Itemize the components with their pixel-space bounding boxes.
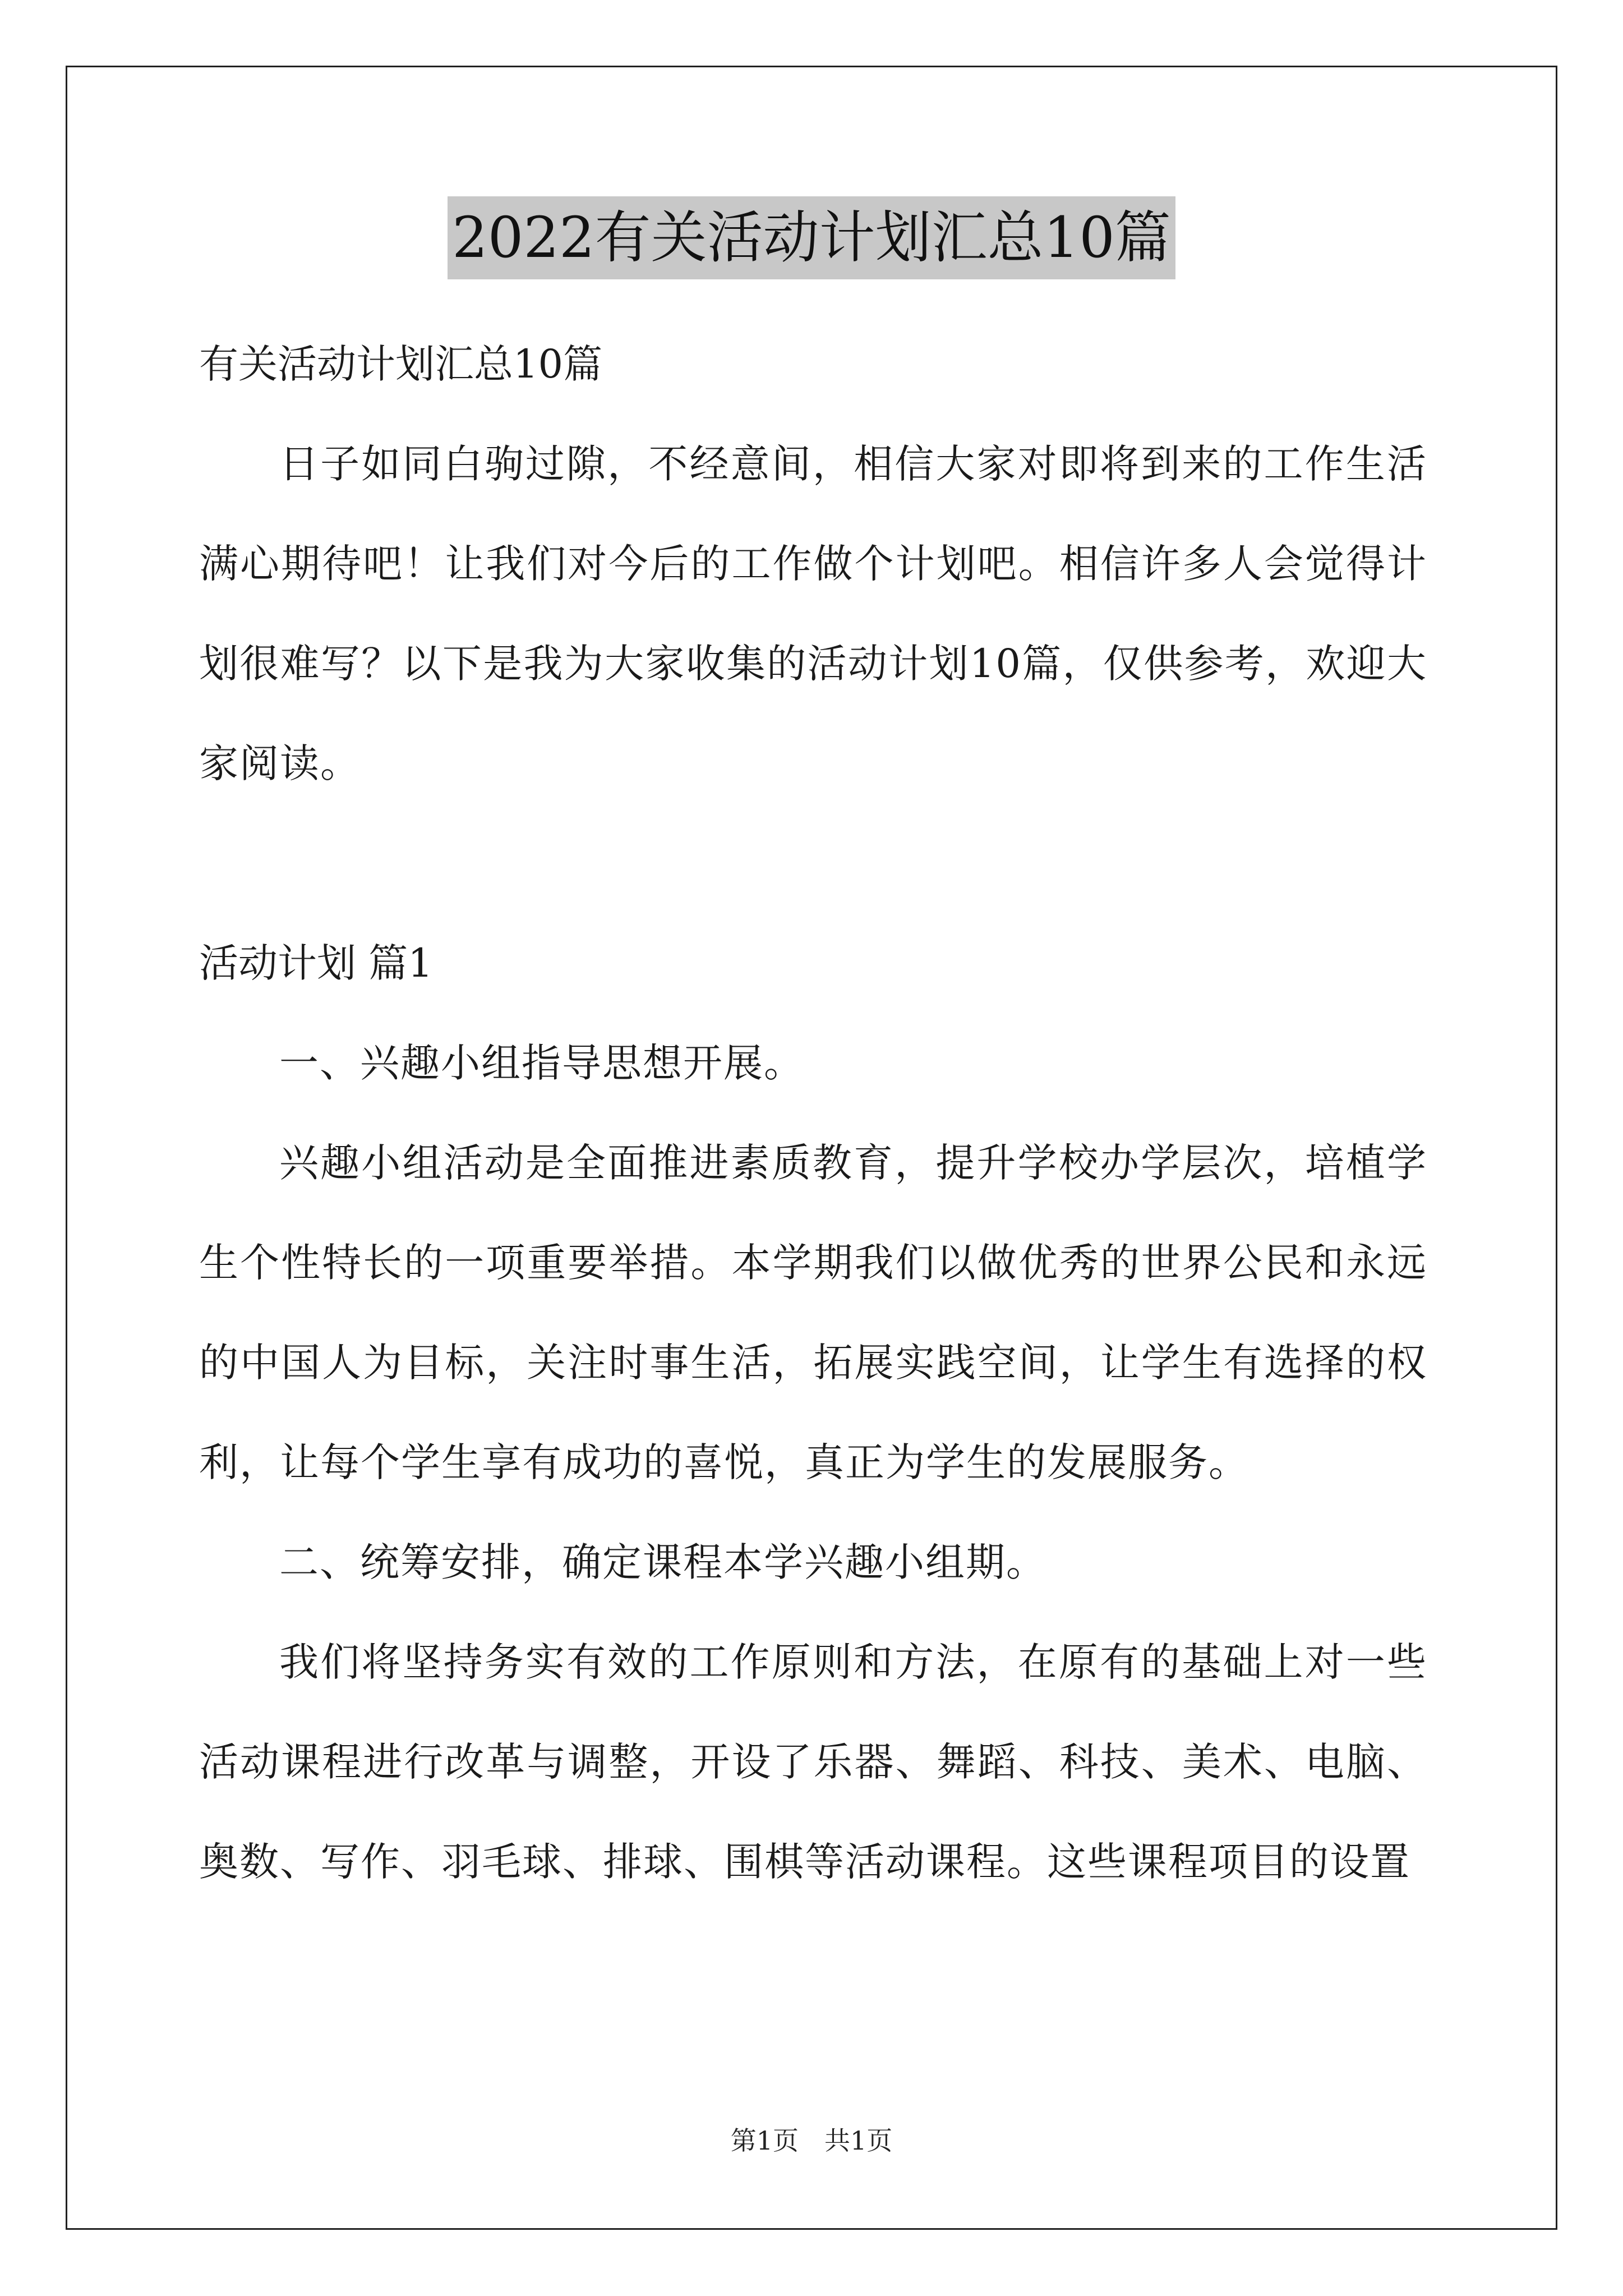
document-subtitle: 有关活动计划汇总10篇 bbox=[199, 341, 603, 387]
section-heading: 活动计划 篇1 bbox=[199, 940, 433, 986]
page-footer bbox=[0, 2120, 1623, 2157]
page-number: 第1页 共1页 bbox=[730, 2125, 893, 2156]
body-paragraph: 一、兴趣小组指导思想开展。 bbox=[279, 1040, 804, 1086]
body-paragraph: 二、统筹安排，确定课程本学兴趣小组期。 bbox=[279, 1539, 1046, 1585]
title-wrapper bbox=[0, 196, 1623, 279]
body-paragraph: 兴趣小组活动是全面推进素质教育，提升学校办学层次，培植学生个性特长的一项重要举措。本学期我们以做优秀的世界公民和永远的中国人为目标，关注时事生活，拓展实践空间，让学生有选择的权利，让每个学生享有成功的喜悦，真正为学生的发展服务。 bbox=[199, 1140, 1427, 1485]
document-title: 2022有关活动计划汇总10篇 bbox=[448, 196, 1175, 279]
body-paragraph: 我们将坚持务实有效的工作原则和方法，在原有的基础上对一些活动课程进行改革与调整，开设了乐器、舞蹈、科技、美术、电脑、奥数、写作、羽毛球、排球、围棋等活动课程。这些课程项目的设置 bbox=[199, 1639, 1427, 1885]
intro-paragraph: 日子如同白驹过隙，不经意间，相信大家对即将到来的工作生活满心期待吧！让我们对今后的工作做个计划吧。相信许多人会觉得计划很难写？以下是我为大家收集的活动计划10篇，仅供参考，欢迎大家阅读。 bbox=[199, 441, 1427, 786]
document-body bbox=[199, 314, 1427, 1912]
spacer bbox=[199, 813, 1427, 913]
